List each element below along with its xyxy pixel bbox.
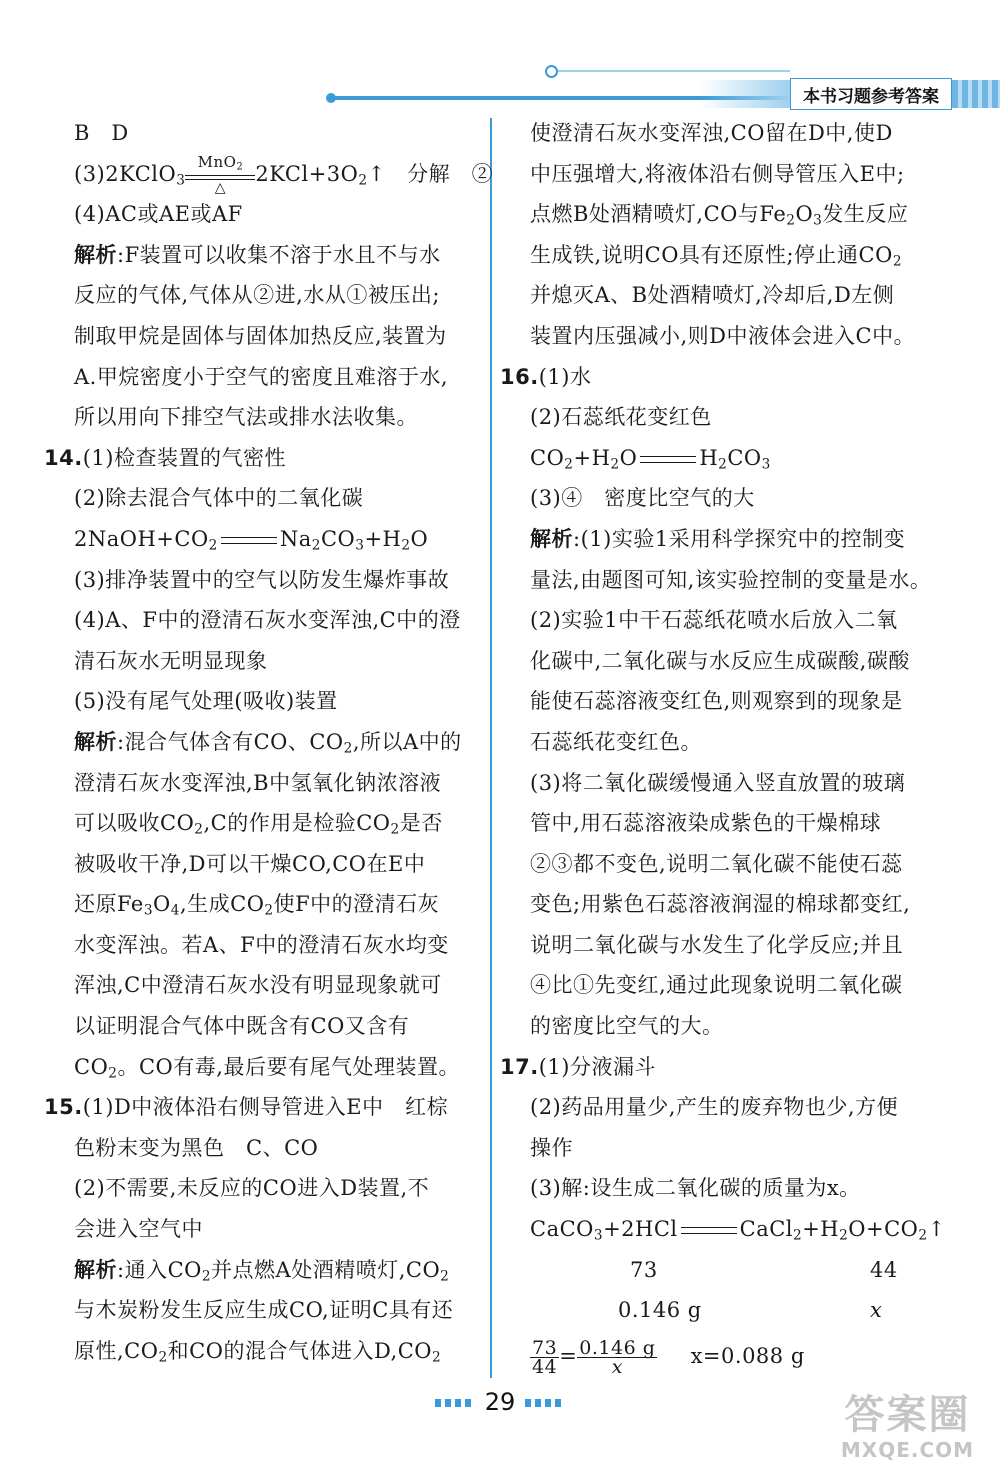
question-number: 14. — [44, 445, 83, 470]
analysis-line: 的密度比空气的大。 — [530, 1014, 724, 1039]
page-number: 29 — [0, 1388, 1000, 1416]
column-divider — [490, 118, 492, 1378]
analysis-line: 还原$Fe_3O_4$,生成$CO_2$使F中的澄清石灰 — [74, 892, 440, 919]
answer-line: (2)石蕊纸花变红色 — [530, 405, 712, 430]
analysis-line: 解析:(1)实验1采用科学探究中的控制变 — [530, 526, 906, 551]
analysis-line: 石蕊纸花变红色。 — [530, 729, 702, 754]
analysis-line: 解析:通入$CO_2$并点燃A处酒精喷灯$,CO_2$ — [74, 1257, 450, 1285]
analysis-line: 生成铁,说明CO具有还原性;停止通$CO_2$ — [530, 242, 903, 270]
watermark-logo: 答案圈 — [844, 1392, 971, 1438]
question-15: 15.(1)D中液体沿右侧导管进入E中 红棕 — [44, 1095, 449, 1120]
analysis-line: 水变浑浊。若A、F中的澄清石灰水均变 — [74, 932, 449, 957]
answer-line: (3)解:设生成二氧化碳的质量为x。 — [530, 1176, 861, 1201]
right-column — [500, 113, 946, 1381]
analysis-line: 解析:混合气体含有CO、$CO_2$,所以A中的 — [74, 729, 462, 757]
watermark-url: MXQE.COM — [840, 1438, 975, 1462]
analysis-line: 说明二氧化碳与水发生了化学反应;并且 — [530, 932, 904, 957]
question-number: 17. — [500, 1054, 539, 1079]
unknown-mass-co2: x — [870, 1298, 883, 1323]
mass-ratio-row — [530, 1250, 940, 1291]
analysis-line: 可以吸收$CO_2,C$的作用是检验$CO_2$是否 — [74, 811, 443, 838]
analysis-line: 能使石蕊溶液变红色,则观察到的现象是 — [530, 689, 903, 714]
page-number-decor-left — [435, 1399, 475, 1407]
equation-naoh: $2NaOH+CO_2$ $Na_2CO_3+H_2O$ — [74, 526, 429, 554]
header-decor-dot — [326, 93, 336, 103]
analysis-line: 原性$,CO_2$和CO的混合气体进入$D,CO_2$ — [74, 1338, 442, 1366]
equation-co2-h2o: $CO_2+H_2O$ $H_2CO_3$ — [530, 445, 771, 473]
analysis-line: 并熄灭A、B处酒精喷灯,冷却后,D左侧 — [530, 283, 895, 308]
analysis-line: (3)将二氧化碳缓慢通入竖直放置的玻璃 — [530, 770, 906, 795]
analysis-line: 装置内压强减小,则D中液体会进入C中。 — [530, 323, 916, 348]
answer-line: (2)不需要,未反应的CO进入D装置,不 — [74, 1176, 430, 1201]
analysis-line: 点燃B处酒精喷灯,CO与$Fe_2O_3$发生反应 — [530, 202, 909, 229]
header-decor-thin-line — [550, 70, 790, 72]
equation-kclo3: (3)2KClO$_3$ MnO$_2$ △ $2KCl+3O_2↑$ 分解 ② — [74, 152, 494, 197]
analysis-line: ④比①先变红,通过此现象说明二氧化碳 — [530, 973, 903, 998]
mass-hcl: 73 — [630, 1257, 658, 1282]
analysis-label: 解析 — [74, 729, 117, 754]
analysis-line: 反应的气体,气体从②进,水从①被压出; — [74, 283, 440, 308]
proportion-row: $\frac{73}{44}$ = $\frac{0.146 g}{x}$ x=0.088 g — [532, 1336, 805, 1378]
answer-line: B D — [74, 121, 129, 145]
actual-mass-row — [530, 1290, 940, 1331]
fraction: $\frac{73}{44}$ — [532, 1336, 558, 1378]
analysis-line: 浑浊,C中澄清石灰水没有明显现象就可 — [74, 973, 442, 998]
answer-line: 操作 — [530, 1135, 573, 1160]
equation-sign — [221, 537, 277, 544]
answer-line: (3)排净装置中的空气以防发生爆炸事故 — [74, 567, 450, 592]
analysis-line: 制取甲烷是固体与固体加热反应,装置为 — [74, 323, 447, 348]
analysis-line: 量法,由题图可知,该实验控制的变量是水。 — [530, 567, 932, 592]
analysis-label: 解析 — [74, 1257, 117, 1282]
analysis-line: 变色;用紫色石蕊溶液润湿的棉球都变红, — [530, 892, 911, 917]
answer-line: (3)④ 密度比空气的大 — [530, 486, 755, 511]
analysis-label: 解析 — [74, 242, 117, 267]
left-column — [44, 113, 494, 1371]
header-decor-fade — [700, 80, 790, 108]
analysis-line: A.甲烷密度小于空气的密度且难溶于水, — [74, 364, 449, 389]
analysis-line: 管中,用石蕊溶液染成紫色的干燥棉球 — [530, 811, 882, 836]
analysis-line: 澄清石灰水变浑浊,B中氢氧化钠浓溶液 — [74, 770, 442, 795]
analysis-line: 解析:F装置可以收集不溶于水且不与水 — [74, 242, 441, 267]
answer-line: (2)除去混合气体中的二氧化碳 — [74, 486, 364, 511]
header-title: 本书习题参考答案 — [790, 78, 952, 110]
analysis-line: ②③都不变色,说明二氧化碳不能使石蕊 — [530, 851, 903, 876]
analysis-line: $CO_2$。CO有毒,最后要有尾气处理装置。 — [74, 1054, 460, 1082]
question-16: 16.(1)水 — [500, 364, 592, 389]
answer-line: (5)没有尾气处理(吸收)装置 — [74, 689, 338, 714]
page-number-decor-right — [525, 1399, 565, 1407]
result: x=0.088 g — [690, 1343, 805, 1368]
equation-sign — [681, 1227, 737, 1234]
analysis-line: 使澄清石灰水变浑浊,CO留在D中,使D — [530, 121, 893, 145]
header-decor-stripes — [952, 80, 1000, 108]
analysis-line: 被吸收干净,D可以干燥CO,CO在E中 — [74, 851, 426, 876]
analysis-line: 以证明混合气体中既含有CO又含有 — [74, 1014, 410, 1039]
analysis-line: (2)实验1中干石蕊纸花喷水后放入二氧 — [530, 608, 898, 633]
watermark — [820, 1392, 995, 1466]
actual-mass-hcl: 0.146 g — [618, 1298, 702, 1323]
answer-line: (2)药品用量少,产生的废弃物也少,方便 — [530, 1095, 899, 1120]
analysis-label: 解析 — [530, 526, 573, 551]
reaction-condition: MnO$_2$ △ — [185, 155, 255, 195]
analysis-line: 与木炭粉发生反应生成CO,证明C具有还 — [74, 1298, 454, 1323]
analysis-line: 化碳中,二氧化碳与水反应生成碳酸,碳酸 — [530, 648, 910, 673]
analysis-line: 中压强增大,将液体沿右侧导管压入E中; — [530, 161, 905, 186]
header-decor-ring — [545, 65, 558, 78]
question-number: 15. — [44, 1095, 83, 1120]
question-17: 17.(1)分液漏斗 — [500, 1054, 656, 1079]
analysis-line: 所以用向下排空气法或排水法收集。 — [74, 405, 418, 430]
answer-line: 清石灰水无明显现象 — [74, 648, 268, 673]
answer-line: 会进入空气中 — [74, 1217, 203, 1242]
equation-sign — [640, 456, 696, 463]
answer-line: 色粉末变为黑色 C、CO — [74, 1135, 319, 1160]
fraction: $\frac{0.146 g}{x}$ — [579, 1336, 656, 1378]
equation-caco3: CaCO$_3$+2HCl $CaCl_2+H_2O+CO_2↑$ — [530, 1217, 946, 1244]
answer-line: (4)AC或AE或AF — [74, 202, 243, 227]
answer-line: (4)A、F中的澄清石灰水变浑浊,C中的澄 — [74, 608, 461, 633]
question-number: 16. — [500, 364, 539, 389]
question-14: 14.(1)检查装置的气密性 — [44, 445, 286, 470]
mass-co2: 44 — [870, 1257, 898, 1282]
